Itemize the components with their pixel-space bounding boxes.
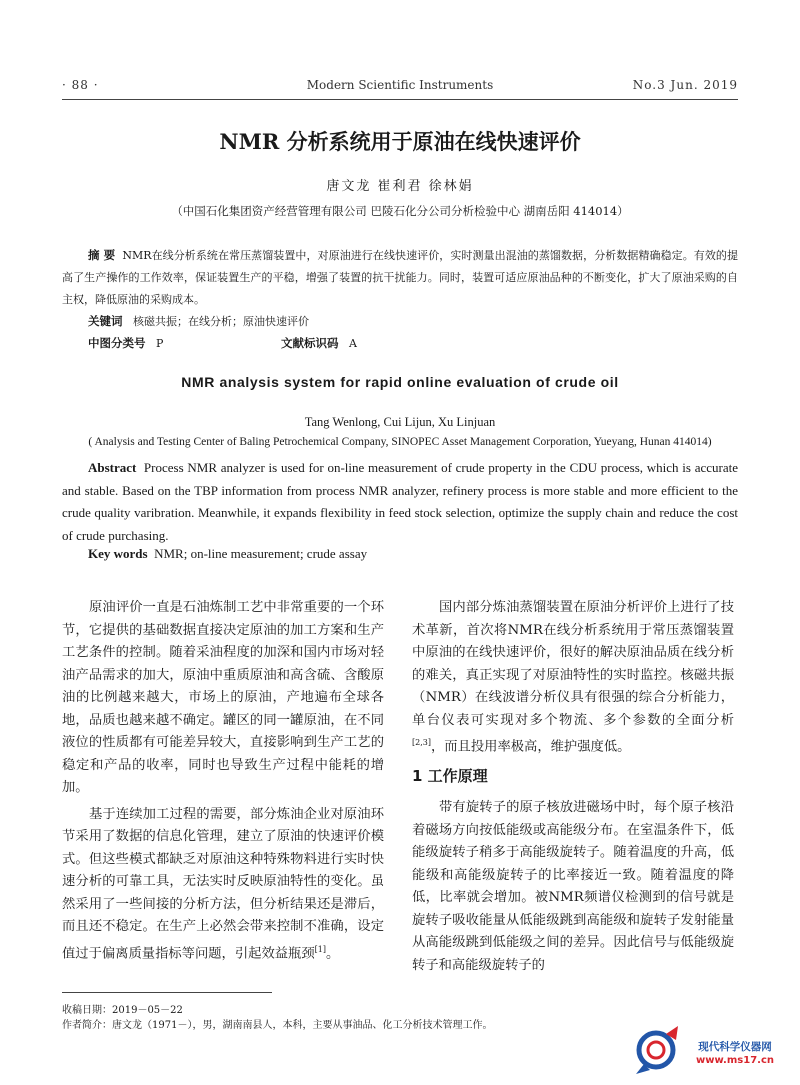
watermark-url: www.ms17.cn xyxy=(695,1055,774,1066)
issue-info: No.3 Jun. 2019 xyxy=(632,78,738,92)
keywords-cn-label: 关键词 xyxy=(88,314,123,328)
authors-cn: 唐文龙 崔利君 徐林娟 xyxy=(326,179,474,194)
body-column-right xyxy=(412,597,734,981)
abstract-en xyxy=(62,457,738,547)
citation-ref: [2,3] xyxy=(412,738,431,747)
classification-line xyxy=(88,332,764,355)
doc-code xyxy=(281,332,357,355)
keywords-en xyxy=(88,546,738,562)
clc-value: P xyxy=(156,337,164,350)
doc-code-label: 文献标识码 xyxy=(281,336,339,350)
footnote-received: 收稿日期：2019－05－22 xyxy=(62,1005,183,1016)
abstract-cn xyxy=(62,244,738,311)
body-paragraph: 国内部分炼油蒸馏装置在原油分析评价上进行了技术革新，首次将NMR在线分析系统用于常压蒸馏装置中原油的在线快速评价，很好的解决原油品质在线分析的难关，真正实现了对原油特性的实时监控。核磁共振（NMR）在线波谱分析仪具有很强的综合分析能力，单台仪表可实现对多个物流、多个参数的全面分析[2,3]，而且投用率极高，维护强度低。 xyxy=(412,600,734,755)
section-heading: 1 工作原理 xyxy=(412,766,488,785)
affiliation-en: ( Analysis and Testing Center of Baling Petrochemical Company, SINOPEC Asset Management Corporation, Yueyang, Hunan 414014) xyxy=(88,436,712,448)
keywords-cn-text: 核磁共振；在线分析；原油快速评价 xyxy=(133,315,309,328)
body-paragraph: 带有旋转子的原子核放进磁场中时，每个原子核沿着磁场方向按低能级或高能级分布。在室温条件下，低能级旋转子稍多于高能级旋转子。随着温度的升高，低能级和高能级旋转子的比率接近一致。随着温度的降低，比率就会增加。被NMR频谱仪检测到的信号就是旋转子吸收能量从低能级跳到高能级和旋转子发射能量从高能级跳到低能级之间的差异。因此信号与低能级旋转子和高能级旋转子的 xyxy=(412,800,734,973)
body-paragraph: 基于连续加工过程的需要，部分炼油企业对原油环节采用了数据的信息化管理，建立了原油的快速评价模式。但这些模式都缺乏对原油这种特殊物料进行实时快速分析的可靠工具，无法实时反映原油特性的变化。虽然采用了一些间接的分析方法，但分析结果还是滞后，而且还不稳定。在生产上必然会带来控制不准确，设定值过于偏离质量指标等问题，引起效益瓶颈[1]。 xyxy=(62,806,384,961)
affiliation-cn: （中国石化集团资产经营管理有限公司 巴陵石化分公司分析检验中心 湖南岳阳 414014） xyxy=(171,204,629,218)
footnote-rule xyxy=(62,992,272,993)
citation-ref: [1] xyxy=(314,944,326,954)
watermark-name: 现代科学仪器网 xyxy=(698,1041,772,1053)
keywords-cn xyxy=(88,310,764,333)
doc-code-value: A xyxy=(349,337,357,350)
page-number: · 88 · xyxy=(62,78,99,92)
header-rule xyxy=(62,99,738,100)
abstract-cn-text: NMR在线分析系统在常压蒸馏装置中，对原油进行在线快速评价，实时测量出混油的蒸馏数据，分析数据精确稳定。有效的提高了生产操作的工作效率，保证装置生产的平稳，增强了装置的抗干扰能力。同时，装置可适应原油品种的不断变化，扩大了原油采购的自主权，降低原油的采购成本。 xyxy=(62,249,738,306)
keywords-en-text: NMR; on-line measurement; crude assay xyxy=(154,546,368,561)
watermark-text xyxy=(680,1040,790,1068)
authors-en: Tang Wenlong, Cui Lijun, Xu Linjuan xyxy=(304,415,496,429)
keywords-en-label: Key words xyxy=(88,546,148,561)
abstract-cn-label: 摘 要 xyxy=(88,248,116,262)
journal-name: Modern Scientific Instruments xyxy=(306,78,494,92)
paper-title-en: NMR analysis system for rapid online evaluation of crude oil xyxy=(181,374,619,390)
body-paragraph: 原油评价一直是石油炼制工艺中非常重要的一个环节，它提供的基础数据直接决定原油的加工方案和生产工艺条件的控制。随着采油程度的加深和国内市场对轻油产品需求的加大，原油中重质原油和高含硫、含酸原油的比例越来越大，市场上的原油，产地遍布全球各地，品质也越来越不确定。罐区的同一罐原油，在不同液位的性质都有可能差异较大，直接影响到生产工艺的稳定和产品的收率，同时也导致生产过程中能耗的增加。 xyxy=(62,600,384,795)
footnote-author-bio: 作者简介：唐文龙（1971－），男，湖南南县人，本科，主要从事油品、化工分析技术管理工作。 xyxy=(62,1020,493,1031)
body-column-left xyxy=(62,597,384,969)
abstract-en-text: Process NMR analyzer is used for on-line measurement of crude property in the CDU process, which is accurate and stable. Based on the TBP information from process NMR analyzer, refinery process is more stable and more efficient to the crude quality varibration. Meanwhile, it expands flexibility in feed stock selection, optimize the supply chain and reduce the cost of crude purchasing. xyxy=(62,460,739,543)
clc-label: 中图分类号 xyxy=(88,336,146,350)
paper-title-cn: NMR 分析系统用于原油在线快速评价 xyxy=(219,129,581,154)
watermark-logo-icon xyxy=(632,1024,684,1078)
abstract-en-label: Abstract xyxy=(88,460,137,475)
